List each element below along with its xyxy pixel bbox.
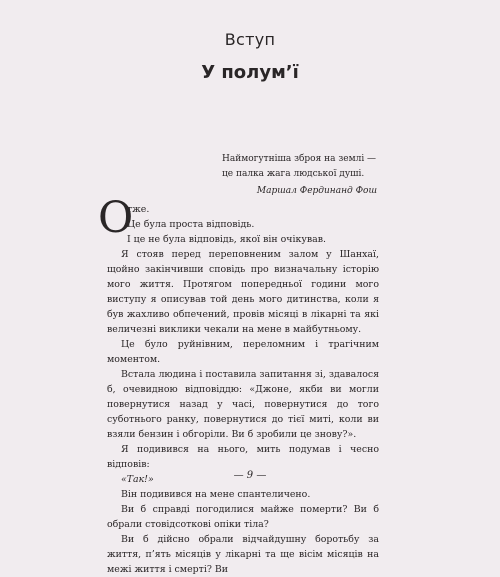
paragraph: Ви б справді погодилися майже померти? Ви б обрали стовідсоткові опіки тіла? <box>107 504 379 530</box>
paragraph: «Так!» <box>121 474 154 485</box>
paragraph: Я стояв перед переповненим залом у Шанхаї, щойно закінчивши сповідь про визначальну історію мого життя. Протягом попередньої години мого виступу я описував той день мого дитинства, коли я був жахливо обпечений, провів місяці в лікарні та які величезні виклики чекали на мене в майбутньому. <box>107 249 379 335</box>
page-number: — 9 — <box>233 470 267 481</box>
paragraph: Я подивився на нього, мить подумав і чесно відповів: <box>107 444 379 470</box>
paragraph: Це була проста відповідь. <box>127 219 255 230</box>
chapter-title: У полум’ї <box>201 62 299 83</box>
paragraph: Він подивився на мене спантеличено. <box>121 489 311 500</box>
drop-cap: О <box>98 193 134 243</box>
paragraph: І це не була відповідь, якої він очікував. <box>127 234 326 245</box>
paragraph: Ви б дійсно обрали відчайдушну боротьбу за життя, п’ять місяців у лікарні та ще вісім місяців на межі життя і смерті? Ви <box>107 534 379 575</box>
epigraph-line-1: Наймогутніша зброя на землі — <box>222 154 377 164</box>
epigraph-attribution: Маршал Фердинанд Фош <box>256 186 377 196</box>
paragraph: Встала людина і поставила запитання зі, здавалося б, очевидною відповіддю: «Джоне, якби ви могли повернутися назад у часі, повернутися до того суботнього ранку, повернутися до тієї миті, коли ви взяли бензин і обгоріли. Ви б зробили це знову?». <box>107 369 379 440</box>
epigraph <box>222 152 377 199</box>
chapter-label: Вступ <box>224 30 276 49</box>
paragraph: Це було руйнівним, переломним і трагічним моментом. <box>107 339 379 365</box>
body-text <box>107 202 379 577</box>
paragraph: тже. <box>127 204 150 215</box>
epigraph-line-2: це палка жага людської душі. <box>222 169 365 179</box>
